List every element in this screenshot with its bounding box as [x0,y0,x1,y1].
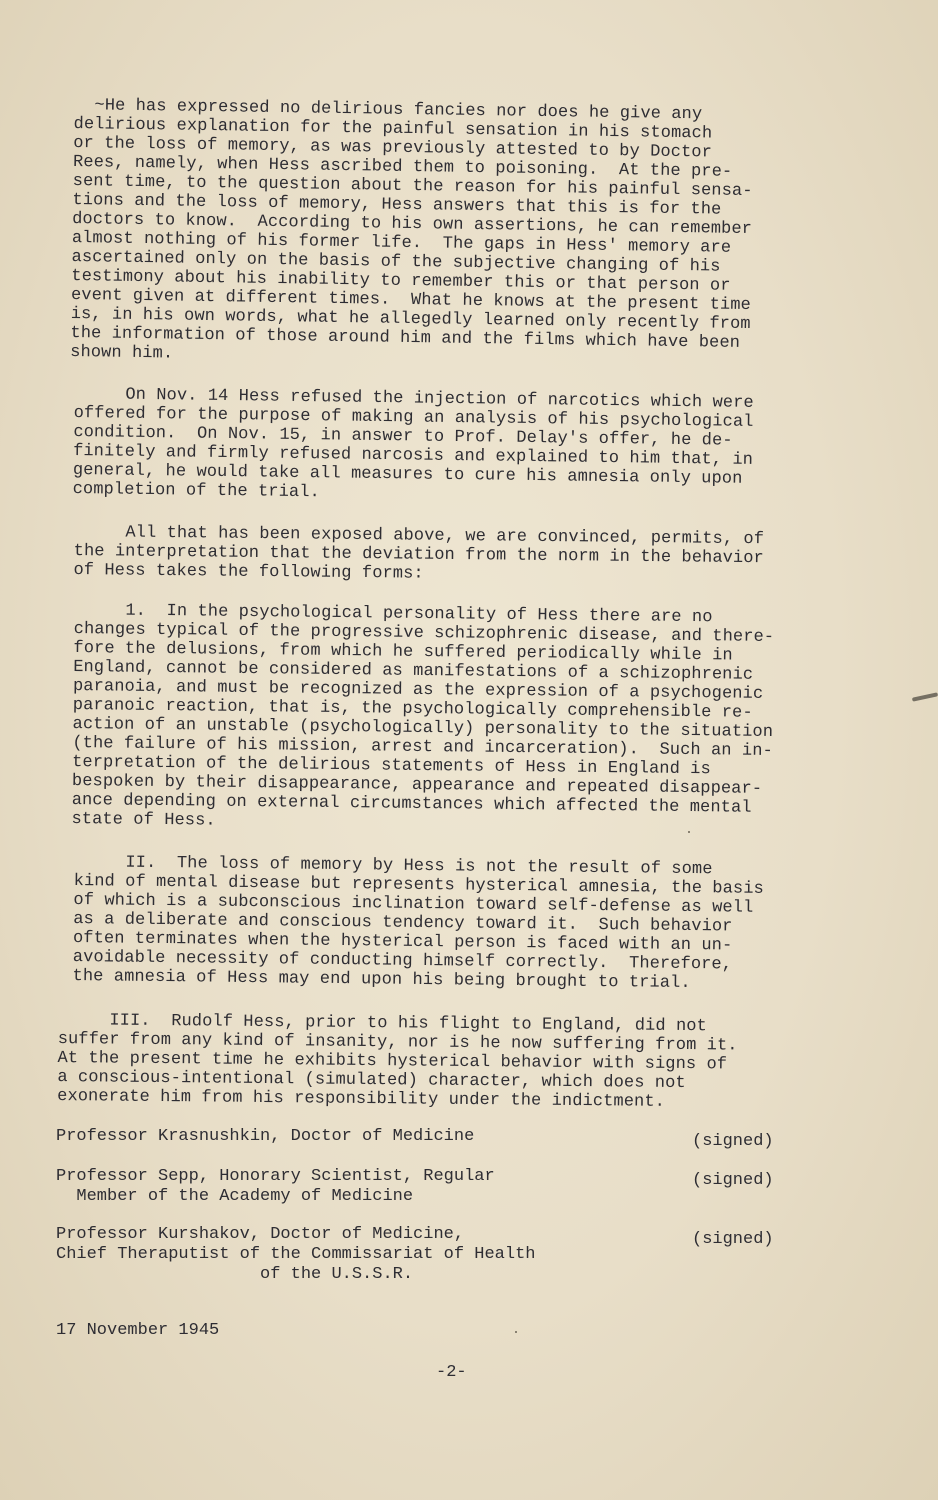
paragraph-finding-3: III. Rudolf Hess, prior to his flight to England, did not suffer from any kind of insanity, nor is he now suffering from it. At the present time he exhibits hysterical behavior with signs of a conscious-intentional (simulated) character, which does not exonerate him from his responsibility under the indictment. [57,1011,738,1112]
signed-mark-krasnushkin: (signed) [692,1132,774,1151]
paragraph-interpretation-intro: All that has been exposed above, we are convinced, permits, of the interpretation that the deviation from the norm in the behavior of Hess takes the following forms: [73,523,765,584]
paragraph-memory-observations: ~He has expressed no delirious fancies nor does he give any delirious explanation for the painful sensation in his stomach or the loss of memory, as was previously attested to by Doctor Rees, namely, when Hess ascribed them to poisoning. At the pre- sent time, to the question about the reason for his painful sensa- tions and the loss of memory, Hess answers that this is for the doctors to know. According to his own assertions, he can remember almost nothing of his former life. The gaps in Hess' memory are ascertained only on the basis of the subjective changing of his testimony about his inability to remember this or that person or event given at different times. What he knows at the present time is, in his own words, what he allegedly learned only recently from the information of those around him and the films which have been shown him. [70,96,753,364]
signed-mark-kurshakov: (signed) [692,1230,774,1249]
document-date: 17 November 1945 [56,1321,220,1340]
paragraph-finding-1: 1. In the psychological personality of Hess there are no changes typical of the progressive schizophrenic disease, and there- fore the delusions, from which he suffered periodically while in England, cannot be considered as manifestations of a schizophrenic paranoia, and must be recognized as the expression of a psychogenic paranoic reaction, that is, the psychologically comprehensible re- action of an unstable (psychologically) personality to the situation (the failure of his mission, arrest and incarceration). Such an in- terpretation of the delirious statements of Hess in England is bespoken by their disappearance, appearance and repeated disappear- ance depending on external circumstances which affected the mental state of Hess. [71,601,775,831]
signatory-krasnushkin: Professor Krasnushkin, Doctor of Medicine [56,1127,475,1146]
paragraph-finding-2: II. The loss of memory by Hess is not the result of some kind of mental disease but represents hysterical amnesia, the basis of which is a subconscious inclination toward self-defense as well as a deliberate and conscious tendency toward it. Such behavior often terminates when the hysterical person is faced with an un- avoidable necessity of conducting himself correctly. Therefore, the amnesia of Hess may end upon his being brought to trial. [72,853,764,994]
paragraph-narcosis-refusal: On Nov. 14 Hess refused the injection of narcotics which were offered for the purpose of making an analysis of his psychological condition. On Nov. 15, in answer to Prof. Delay's offer, he de- finitely and firmly refused narcosis and explained to him that, in general, he would take all measures to cure his amnesia only upon completion of the trial. [72,385,754,503]
paper-speck [688,831,690,833]
page-number: -2- [436,1363,467,1382]
signatory-kurshakov: Professor Kurshakov, Doctor of Medicine, Chief Theraputist of the Commissariat of Health of the U.S.S.R. [56,1225,536,1284]
signed-mark-sepp: (signed) [692,1171,774,1190]
signatory-sepp: Professor Sepp, Honorary Scientist, Regular Member of the Academy of Medicine [56,1167,495,1206]
paper-speck [515,1331,517,1333]
paper-edge-mark [912,692,938,701]
